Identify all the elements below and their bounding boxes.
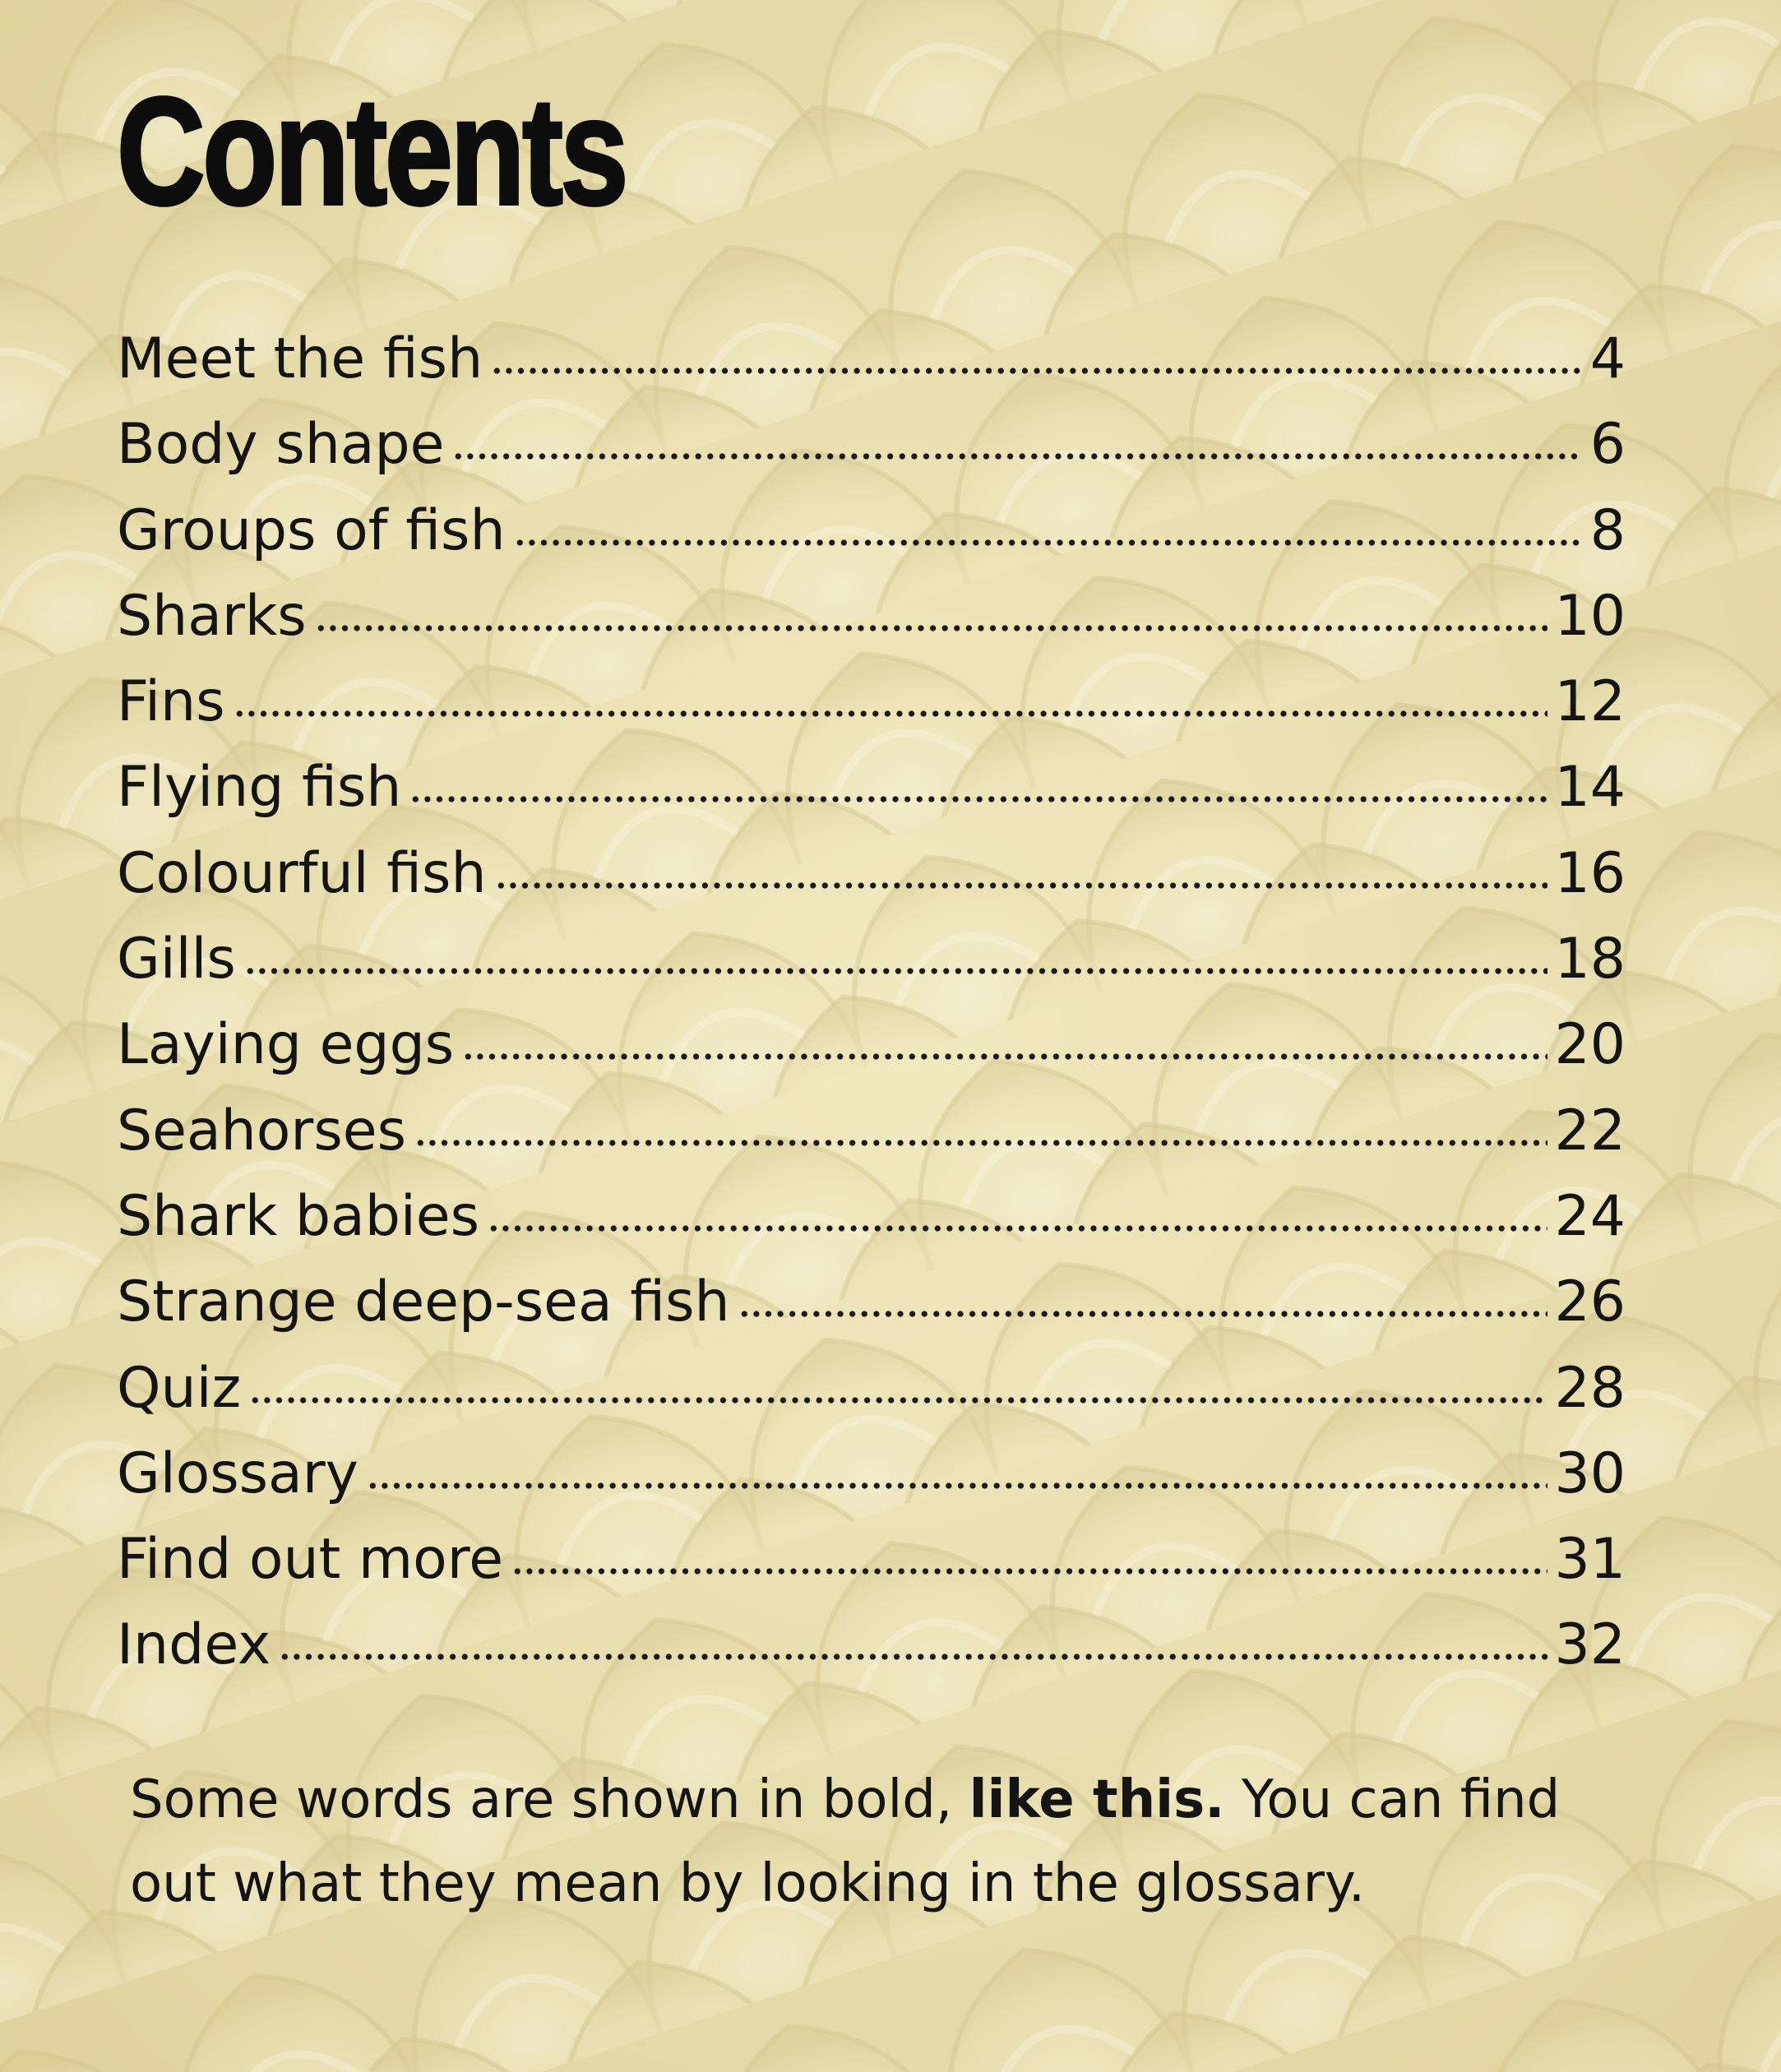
toc-entry-label: Flying fish <box>117 755 402 821</box>
dot-leader <box>511 1568 1547 1575</box>
dot-leader <box>367 1482 1548 1489</box>
toc-entry[interactable] <box>117 745 1626 830</box>
toc-entry[interactable] <box>117 1431 1626 1517</box>
dot-leader <box>234 710 1548 717</box>
toc-entry-label: Groups of fish <box>117 497 506 563</box>
toc-entry-label: Gills <box>117 927 236 992</box>
toc-entry-label: Glossary <box>117 1441 359 1506</box>
toc-entry-label: Shark babies <box>117 1183 480 1249</box>
page-title: Contents <box>117 67 627 237</box>
toc-entry[interactable] <box>117 1174 1626 1260</box>
dot-leader <box>495 882 1548 889</box>
toc-entry[interactable] <box>117 659 1626 745</box>
toc-entry-page-number: 26 <box>1554 1270 1626 1335</box>
toc-entry-label: Quiz <box>117 1355 242 1421</box>
toc-entry-label: Find out more <box>117 1527 504 1593</box>
dot-leader <box>409 796 1547 802</box>
toc-entry[interactable] <box>117 1517 1626 1603</box>
toc-entry-label: Sharks <box>117 583 307 649</box>
dot-leader <box>488 1225 1547 1232</box>
toc-entry-label: Laying eggs <box>117 1012 455 1078</box>
toc-entry-page-number: 30 <box>1554 1441 1626 1506</box>
dot-leader <box>452 453 1583 460</box>
toc-entry-page-number: 31 <box>1554 1527 1626 1593</box>
glossary-note-text: Some words are shown in bold, <box>130 1769 969 1830</box>
toc-entry-page-number: 24 <box>1554 1183 1626 1249</box>
glossary-note-bold-example: like this. <box>969 1769 1225 1830</box>
toc-entry-page-number: 20 <box>1554 1012 1626 1078</box>
toc-entry[interactable] <box>117 831 1626 917</box>
dot-leader <box>315 625 1548 631</box>
dot-leader <box>738 1311 1548 1317</box>
glossary-note <box>130 1758 1610 1926</box>
dot-leader <box>414 1140 1547 1146</box>
toc-entry-page-number: 18 <box>1554 927 1626 992</box>
toc-entry-label: Strange deep-sea fish <box>117 1270 730 1335</box>
toc-entry-page-number: 28 <box>1554 1355 1626 1421</box>
toc-entry[interactable] <box>117 317 1626 402</box>
dot-leader <box>491 368 1583 374</box>
toc-entry[interactable] <box>117 574 1626 659</box>
dot-leader <box>244 968 1548 974</box>
dot-leader <box>279 1653 1547 1660</box>
toc-entry-page-number: 12 <box>1554 669 1626 735</box>
toc-entry-page-number: 14 <box>1554 755 1626 821</box>
toc-entry-page-number: 4 <box>1589 326 1626 391</box>
toc-entry-label: Seahorses <box>117 1098 407 1163</box>
dot-leader <box>514 539 1583 546</box>
toc-entry-page-number: 32 <box>1554 1612 1626 1678</box>
toc-entry-label: Fins <box>117 669 225 735</box>
toc-entry[interactable] <box>117 1346 1626 1431</box>
toc-entry-page-number: 22 <box>1554 1098 1626 1163</box>
toc-entry[interactable] <box>117 402 1626 488</box>
toc-entry-page-number: 6 <box>1589 412 1626 478</box>
toc-entry-page-number: 8 <box>1589 497 1626 563</box>
dot-leader <box>462 1053 1547 1060</box>
toc-entry[interactable] <box>117 488 1626 574</box>
toc-entry-label: Index <box>117 1612 271 1678</box>
toc-entry[interactable] <box>117 1002 1626 1088</box>
glossary-note-text-end: You can find out what they mean by looking in the glossary. <box>130 1769 1561 1914</box>
toc-entry-page-number: 16 <box>1554 840 1626 906</box>
toc-entry-page-number: 10 <box>1554 583 1626 649</box>
toc-entry[interactable] <box>117 1260 1626 1345</box>
dot-leader <box>249 1397 1547 1404</box>
toc-entry[interactable] <box>117 1089 1626 1174</box>
toc-entry[interactable] <box>117 917 1626 1002</box>
toc-entry-label: Colourful fish <box>117 840 487 906</box>
toc-entry-label: Body shape <box>117 412 445 478</box>
toc-entry-label: Meet the fish <box>117 326 483 391</box>
table-of-contents <box>117 317 1626 1689</box>
toc-entry[interactable] <box>117 1603 1626 1688</box>
